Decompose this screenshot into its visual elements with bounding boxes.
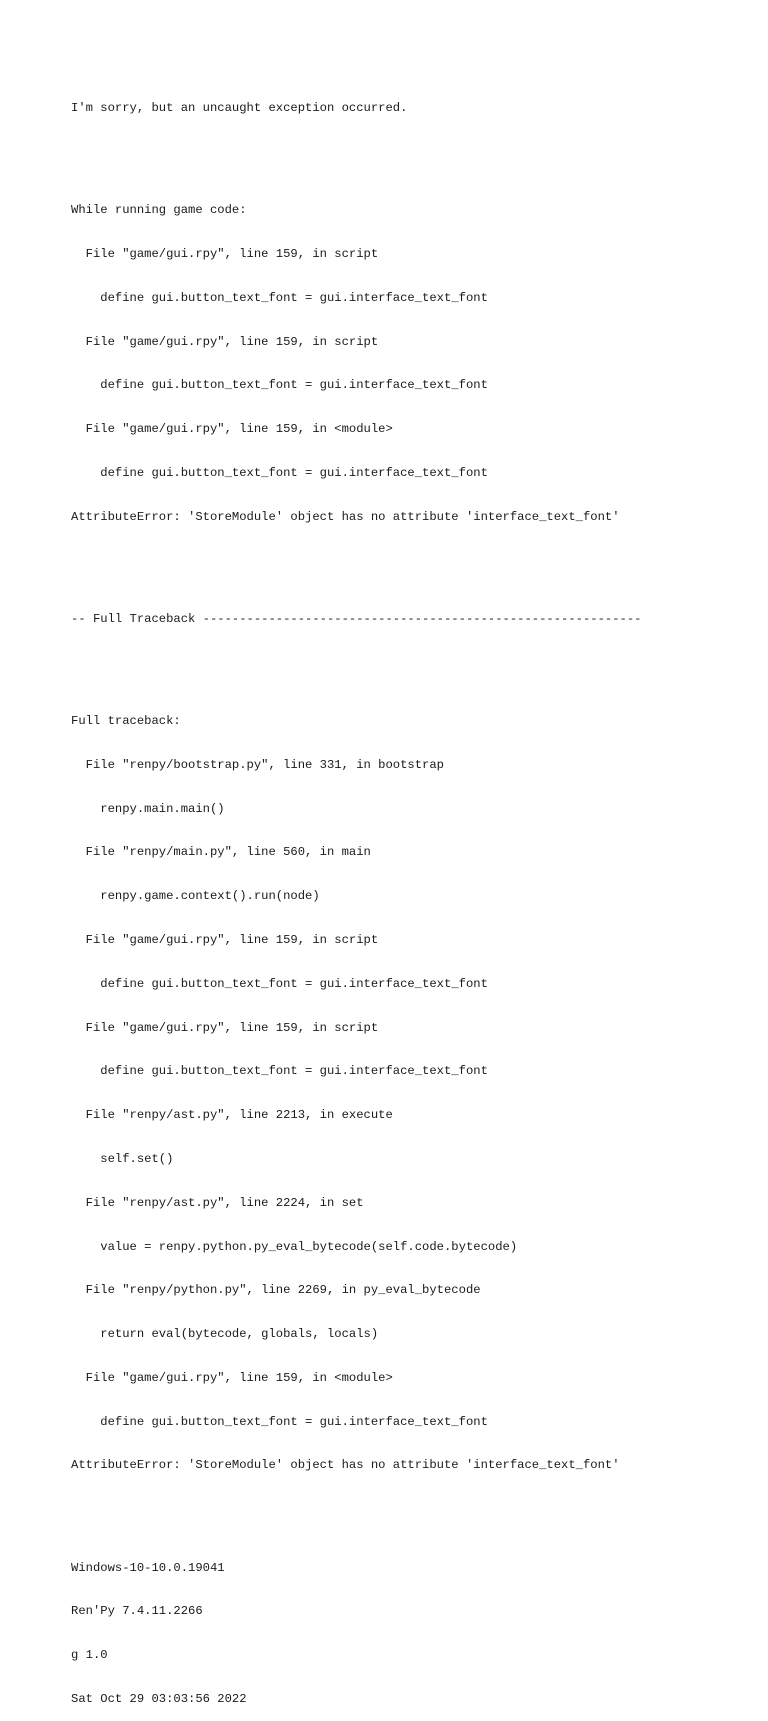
full-traceback-line: File "game/gui.rpy", line 159, in <module> <box>71 1370 393 1385</box>
full-traceback-line: value = renpy.python.py_eval_bytecode(self.code.bytecode) <box>71 1239 518 1254</box>
full-traceback-line: renpy.game.context().run(node) <box>71 889 320 904</box>
short-traceback-title: While running game code: <box>71 203 247 218</box>
full-traceback-line: define gui.button_text_font = gui.interface_text_font <box>71 1064 488 1079</box>
full-traceback-line: File "renpy/python.py", line 2269, in py_eval_bytecode <box>71 1283 481 1298</box>
full-traceback-error: AttributeError: 'StoreModule' object has no attribute 'interface_text_font' <box>71 1458 620 1473</box>
full-traceback-title: Full traceback: <box>71 714 181 729</box>
full-traceback-line: File "renpy/bootstrap.py", line 331, in bootstrap <box>71 757 444 772</box>
short-traceback-line: define gui.button_text_font = gui.interface_text_font <box>71 378 488 393</box>
full-traceback-divider: -- Full Traceback ------------------------------------------------------------ <box>71 611 642 626</box>
full-traceback-line: File "game/gui.rpy", line 159, in script <box>71 1020 379 1035</box>
full-traceback-line: return eval(bytecode, globals, locals) <box>71 1327 379 1342</box>
timestamp: Sat Oct 29 03:03:56 2022 <box>71 1691 247 1706</box>
full-traceback-line: renpy.main.main() <box>71 801 225 816</box>
short-traceback-line: File "game/gui.rpy", line 159, in <module> <box>71 422 393 437</box>
renpy-version: Ren'Py 7.4.11.2266 <box>71 1604 203 1619</box>
full-traceback-line: File "renpy/ast.py", line 2213, in execute <box>71 1108 393 1123</box>
platform-info: Windows-10-10.0.19041 <box>71 1560 225 1575</box>
blank-line <box>71 554 751 569</box>
short-traceback-line: File "game/gui.rpy", line 159, in script <box>71 334 379 349</box>
traceback-document <box>71 72 751 1721</box>
full-traceback-line: define gui.button_text_font = gui.interface_text_font <box>71 1414 488 1429</box>
exception-message: I'm sorry, but an uncaught exception occurred. <box>71 101 408 116</box>
full-traceback-line: self.set() <box>71 1151 174 1166</box>
blank-line <box>71 656 751 671</box>
short-traceback-line: define gui.button_text_font = gui.interface_text_font <box>71 466 488 481</box>
full-traceback-line: File "game/gui.rpy", line 159, in script <box>71 933 379 948</box>
short-traceback-line: define gui.button_text_font = gui.interface_text_font <box>71 290 488 305</box>
short-traceback-error: AttributeError: 'StoreModule' object has no attribute 'interface_text_font' <box>71 509 620 524</box>
blank-line <box>71 1502 751 1517</box>
blank-line <box>71 145 751 160</box>
full-traceback-line: File "renpy/main.py", line 560, in main <box>71 845 371 860</box>
short-traceback-line: File "game/gui.rpy", line 159, in script <box>71 247 379 262</box>
game-version: g 1.0 <box>71 1648 108 1663</box>
full-traceback-line: File "renpy/ast.py", line 2224, in set <box>71 1195 364 1210</box>
full-traceback-line: define gui.button_text_font = gui.interface_text_font <box>71 976 488 991</box>
